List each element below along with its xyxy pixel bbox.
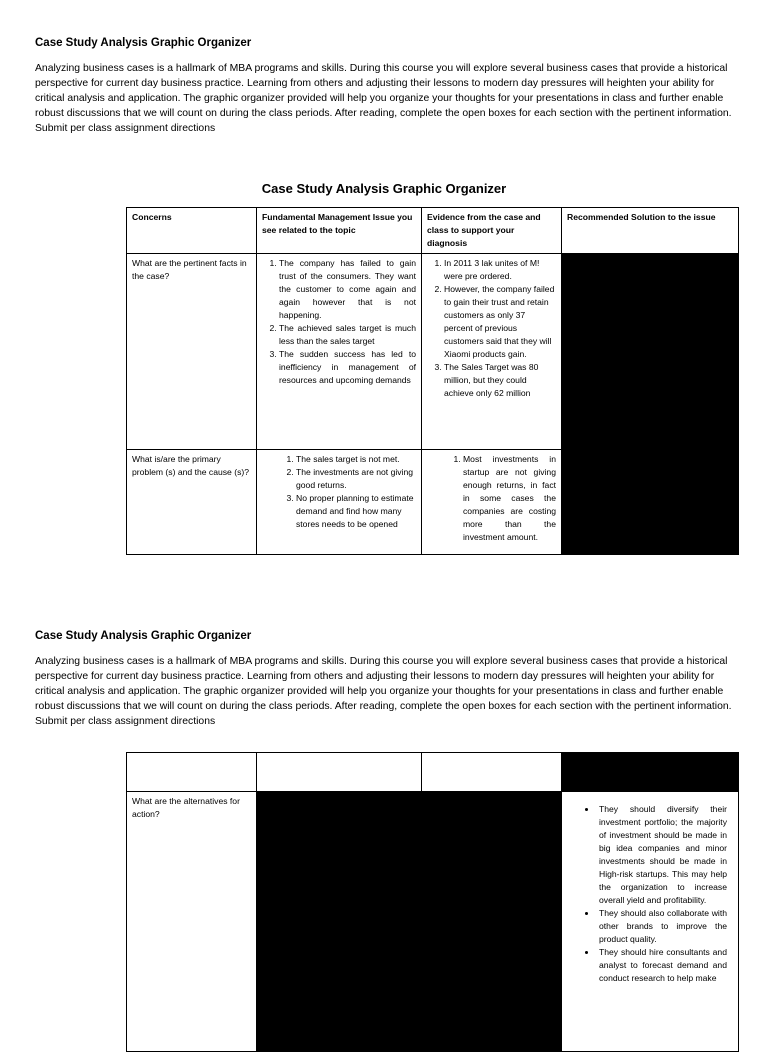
section2-intro: Analyzing business cases is a hallmark of MBA programs and skills. During this course you will explore several business cases that provide a historical perspective for current day business practice. Learning from others and adjusting their lessons to modern day pressures will heighten your ability for critical analysis and application. The graphic organizer provided will help you organize your thoughts for your presentations in class and further enable robust discussions that we will count on during the class periods. After reading, complete the open boxes for each section with the pertinent information. Submit per class assignment directions (35, 656, 732, 727)
evidence-alternatives-redacted (422, 792, 562, 1052)
header-evidence: Evidence from the case and class to support your diagnosis (422, 208, 562, 254)
header-management-issue: Fundamental Management Issue you see related to the topic (257, 208, 422, 254)
solution-item: • They should diversify their investment portfolio; the majority of investment should be made in big idea companies and minor investments should be made in High-risk startups. This may help the organization to increase overall yield and profitability. (597, 803, 727, 907)
table2-header-blank-3 (422, 753, 562, 792)
table1-row-problem (127, 450, 739, 555)
issue-item: 3. The sudden success has led to inefficiency in management of resources and upcoming demands (279, 348, 416, 387)
organizer-table-1 (126, 207, 739, 555)
table1-title: Case Study Analysis Graphic Organizer (261, 181, 507, 196)
organizer-table-2 (126, 752, 739, 1052)
issues-problem-cell (257, 450, 422, 555)
solutions-alternatives-cell (562, 792, 739, 1052)
table2-header-blank-1 (127, 753, 257, 792)
section2-heading: Case Study Analysis Graphic Organizer (35, 630, 252, 642)
table2-header-redacted (562, 753, 739, 792)
issue-item: 1. The sales target is not met. (296, 453, 416, 466)
solution-problem-redacted (562, 450, 739, 555)
issue-item: 1. The company has failed to gain trust of the consumers. They want the customer to come again and again however that is not happening. (279, 257, 416, 322)
evidence-item: 2. However, the company failed to gain their trust and retain customers as only 37 percent of previous customers said that they will Xiaomi products gain. (444, 283, 556, 361)
table2-row-alternatives (127, 792, 739, 1052)
evidence-item: 1. In 2011 3 lak unites of M! were pre ordered. (444, 257, 556, 283)
table2-header-blank-2 (257, 753, 422, 792)
concern-facts: What are the pertinent facts in the case? (127, 254, 257, 450)
evidence-item: 3. The Sales Target was 80 million, but they could achieve only 62 million (444, 361, 556, 400)
section1-intro: Analyzing business cases is a hallmark of MBA programs and skills. During this course you will explore several business cases that provide a historical perspective for current day business practice. Learning from others and adjusting their lessons to modern day pressures will heighten your ability for critical analysis and application. The graphic organizer provided will help you organize your thoughts for your presentations in class and further enable robust discussions that we will count on during the class periods. After reading, complete the open boxes for each section with the pertinent information. Submit per class assignment directions (35, 63, 732, 134)
issue-item: 2. The achieved sales target is much less than the sales target (279, 322, 416, 348)
evidence-facts-cell (422, 254, 562, 450)
section1-heading: Case Study Analysis Graphic Organizer (35, 37, 252, 49)
table1-header-row (127, 208, 739, 254)
solution-item: • They should also collaborate with other brands to improve the product quality. (597, 907, 727, 946)
solution-item: • They should hire consultants and analyst to forecast demand and conduct research to help make (597, 946, 727, 985)
evidence-item: 1. Most investments in startup are not giving enough returns, in fact in some cases the companies are costing more than the investment amount. (463, 453, 556, 544)
issue-item: 3. No proper planning to estimate demand and find how many stores needs to be opened (296, 492, 416, 531)
issue-item: 2. The investments are not giving good returns. (296, 466, 416, 492)
concern-problem: What is/are the primary problem (s) and the cause (s)? (127, 450, 257, 555)
header-concerns: Concerns (127, 208, 257, 254)
header-recommended-solution: Recommended Solution to the issue (562, 208, 739, 254)
evidence-problem-cell (422, 450, 562, 555)
table1-row-facts (127, 254, 739, 450)
concern-alternatives: What are the alternatives for action? (127, 792, 257, 1052)
issues-alternatives-redacted (257, 792, 422, 1052)
table2-header-row (127, 753, 739, 792)
issues-facts-cell (257, 254, 422, 450)
solution-facts-redacted (562, 254, 739, 450)
